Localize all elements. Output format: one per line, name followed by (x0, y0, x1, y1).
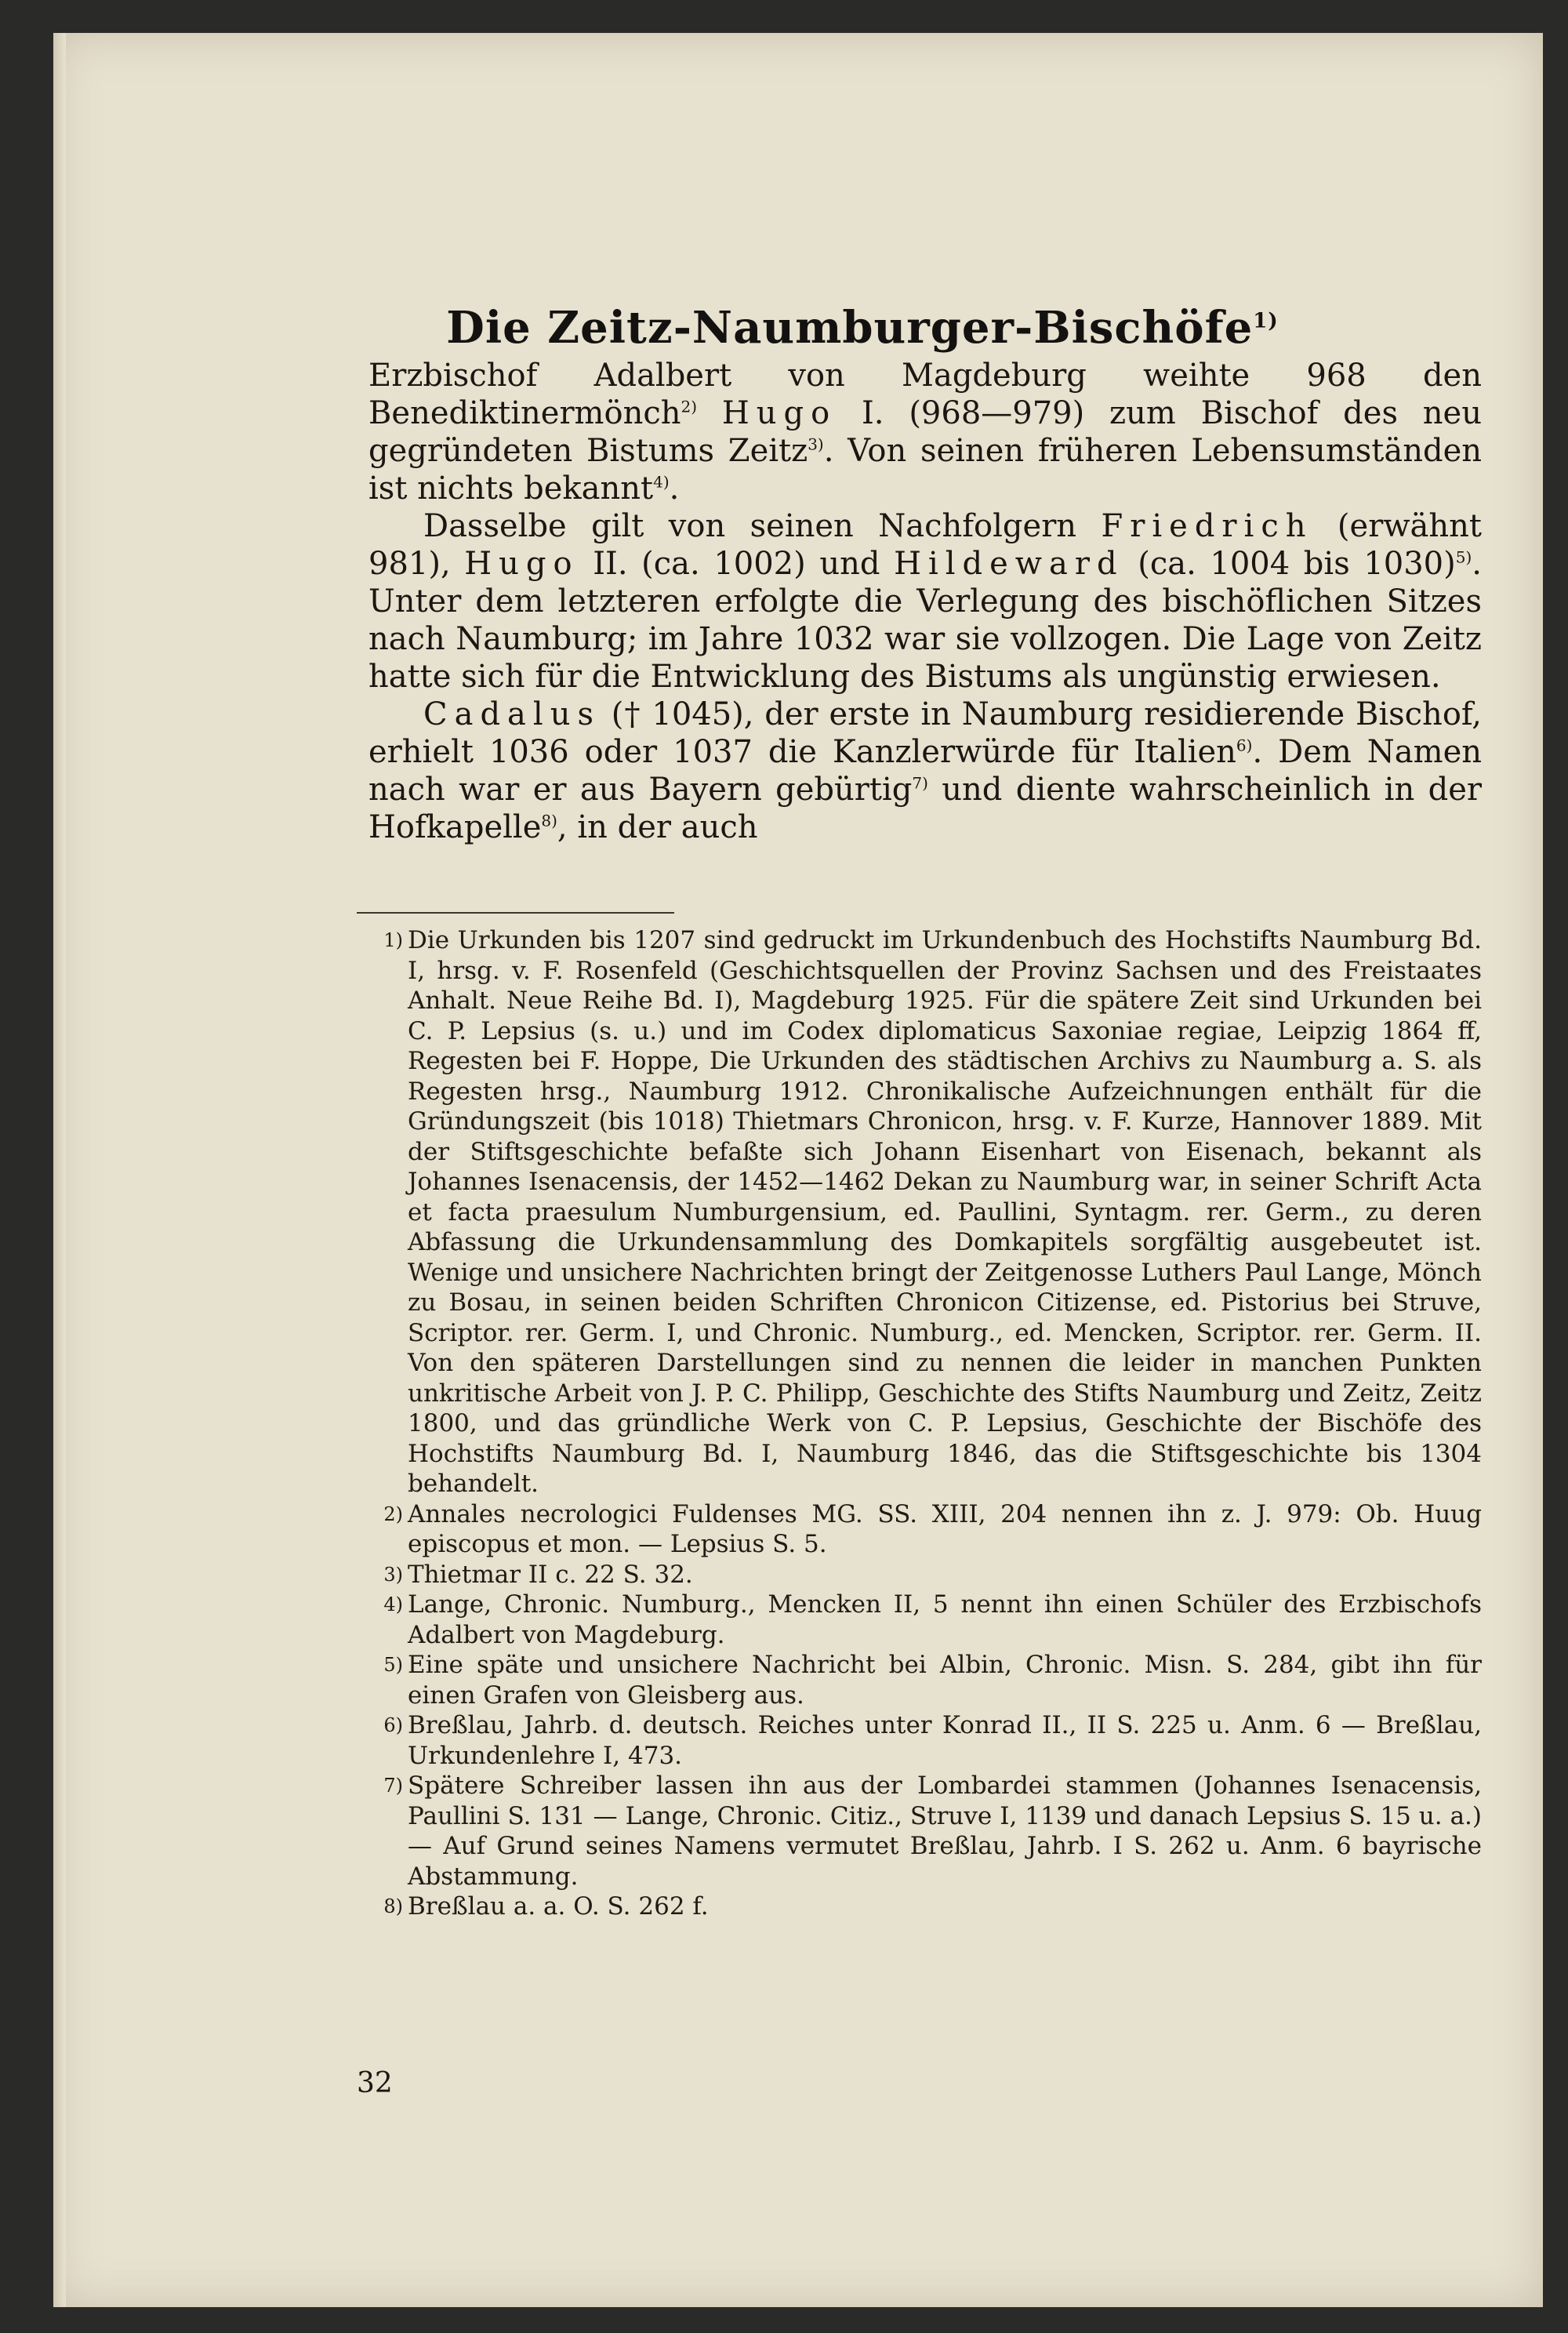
person-name: Hugo (464, 546, 579, 582)
text-run: . (669, 471, 680, 507)
footnote-ref: 4) (653, 472, 670, 492)
footnote-text: Thietmar II c. 22 S. 32. (408, 1560, 693, 1589)
chapter-title (235, 302, 1490, 354)
footnote-text: Annales necrologici Fuldenses MG. SS. XIII, 204 nennen ihn z. J. 979: Ob. Huug episcopus et mon. — Lepsius S. 5. (408, 1499, 1482, 1558)
footnote-text: Breßlau, Jahrb. d. deutsch. Reiches unter Konrad II., II S. 225 u. Anm. 6 — Breßlau, Urkundenlehre I, 473. (408, 1711, 1482, 1770)
person-name: Cadalus (423, 696, 601, 732)
footnote (383, 1891, 1482, 1922)
footnote-number: 5) (383, 1654, 403, 1676)
text-run: und diente wahrscheinlich in der Hofkapelle (368, 772, 1482, 845)
footnote-ref: 5) (1455, 547, 1472, 567)
footnote-ref: 6) (1236, 736, 1253, 755)
person-name: Friedrich (1101, 508, 1313, 544)
footnote-number: 3) (383, 1563, 403, 1586)
footnote (383, 1560, 1482, 1590)
text-run: (erwähnt 981), (368, 508, 1482, 582)
footnote-text: Breßlau a. a. O. S. 262 f. (408, 1892, 709, 1921)
footnote-text: Spätere Schreiber lassen ihn aus der Lombardei stammen (Johannes Isenacensis, Paullini S. 131 — Lange, Chronic. Citiz., Struve I, 1139 und danach Lepsius S. 15 u. a.) — Auf Grund seines Namens vermutet Breßlau, Jahrb. I S. 262 u. Anm. 6 bayrische Abstammung. (408, 1772, 1482, 1891)
paragraph-1 (368, 357, 1482, 507)
footnote (383, 1771, 1482, 1891)
text-run (697, 395, 722, 431)
text-run: II. (ca. 1002) und (579, 546, 895, 582)
footnote-number: 7) (383, 1775, 403, 1797)
text-run: . Dem Namen nach war er aus Bayern gebürtig (368, 734, 1483, 808)
paragraph-3 (368, 696, 1482, 846)
footnote-divider (357, 912, 674, 914)
footnote-text: Eine späte und unsichere Nachricht bei Albin, Chronic. Misn. S. 284, gibt ihn für einen Grafen von Gleisberg aus. (408, 1651, 1482, 1710)
text-run: Dasselbe gilt von seinen Nachfolgern (423, 508, 1102, 544)
footnote-number: 6) (383, 1714, 403, 1736)
paragraph-2 (368, 507, 1482, 696)
footnote (383, 1590, 1482, 1650)
title-footnote-ref: 1) (1253, 309, 1279, 333)
text-run: . Von seinen früheren Lebensumständen ist nichts bekannt (368, 433, 1482, 507)
text-run: (ca. 1004 bis 1030) (1123, 546, 1456, 582)
footnote-number: 8) (383, 1895, 403, 1917)
text-run: I. (968—979) zum Bischof des neu gegründeten Bistums Zeitz (368, 395, 1482, 469)
footnote (383, 1710, 1482, 1771)
footnote-ref: 2) (681, 397, 698, 416)
footnote-number: 1) (383, 929, 403, 951)
footnote-ref: 3) (808, 434, 824, 454)
footnote (383, 1650, 1482, 1710)
footnote-text: Die Urkunden bis 1207 sind gedruckt im Urkundenbuch des Hochstifts Naumburg Bd. I, hrsg. v. F. Rosenfeld (Geschichtsquellen der Provinz Sachsen und des Freistaates Anhalt. Neue Reihe Bd. I), Magdeburg 1925. Für die spätere Zeit sind Urkunden bei C. P. Lepsius (s. u.) und im Codex diplomaticus Saxoniae regiae, Leipzig 1864 ff, Regesten bei F. Hoppe, Die Urkunden des städtischen Archivs zu Naumburg a. S. als Regesten hrsg., Naumburg 1912. Chronikalische Aufzeichnungen enthält für die Gründungszeit (bis 1018) Thietmars Chronicon, hrsg. v. F. Kurze, Hannover 1889. Mit der Stiftsgeschichte befaßte sich Johann Eisenhart von Eisenach, bekannt als Johannes Isenacensis, der 1452—1462 Dekan zu Naumburg war, in seiner Schrift Acta et facta praesulum Numburgensium, ed. Paullini, Syntagm. rer. Germ., zu deren Abfassung die Urkundensammlung des Domkapitels sorgfältig ausgebeutet ist. Wenige und unsichere Nachrichten bringt der Zeitgenosse Luthers Paul Lange, Mönch zu Bosau, in seinen beiden Schriften Chronicon Citizense, ed. Pistorius bei Struve, Scriptor. rer. Germ. I, und Chronic. Numburg., ed. Mencken, Scriptor. rer. Germ. II. Von den späteren Darstellungen sind zu nennen die leider in manchen Punkten unkritische Arbeit von J. P. C. Philipp, Geschichte des Stifts Naumburg und Zeitz, Zeitz 1800, und das gründliche Werk von C. P. Lepsius, Geschichte der Bischöfe des Hochstifts Naumburg Bd. I, Naumburg 1846, das die Stiftsgeschichte bis 1304 behandelt. (408, 926, 1482, 1498)
chapter-title-text: Die Zeitz-Naumburger-Bischöfe (446, 302, 1254, 354)
footnote-ref: 7) (912, 773, 928, 793)
person-name: Hildeward (894, 546, 1124, 582)
footnote-ref: 8) (541, 811, 557, 830)
text-run: , in der auch (557, 809, 758, 845)
footnotes (383, 925, 1482, 1922)
main-text (368, 357, 1482, 846)
text-run: († 1045), der erste in Naumburg residierende Bischof, erhielt 1036 oder 1037 die Kanzlerwürde für Italien (368, 696, 1482, 770)
page-number: 32 (357, 2067, 393, 2099)
text-run: Erzbischof Adalbert von Magdeburg weihte 968 den Benediktinermönch (368, 358, 1482, 431)
footnote-number: 4) (383, 1593, 403, 1615)
footnote (383, 925, 1482, 1499)
person-name: Hugo (721, 395, 837, 431)
footnote-text: Lange, Chronic. Numburg., Mencken II, 5 nennt ihn einen Schüler des Erzbischofs Adalbert von Magdeburg. (408, 1590, 1482, 1649)
footnote (383, 1499, 1482, 1560)
footnote-number: 2) (383, 1503, 403, 1525)
page-gutter-edge (53, 33, 66, 2307)
text-run: . Unter dem letzteren erfolgte die Verlegung des bischöflichen Sitzes nach Naumburg; im Jahre 1032 war sie vollzogen. Die Lage von Zeitz hatte sich für die Entwicklung des Bistums als ungünstig erwiesen. (368, 546, 1482, 695)
